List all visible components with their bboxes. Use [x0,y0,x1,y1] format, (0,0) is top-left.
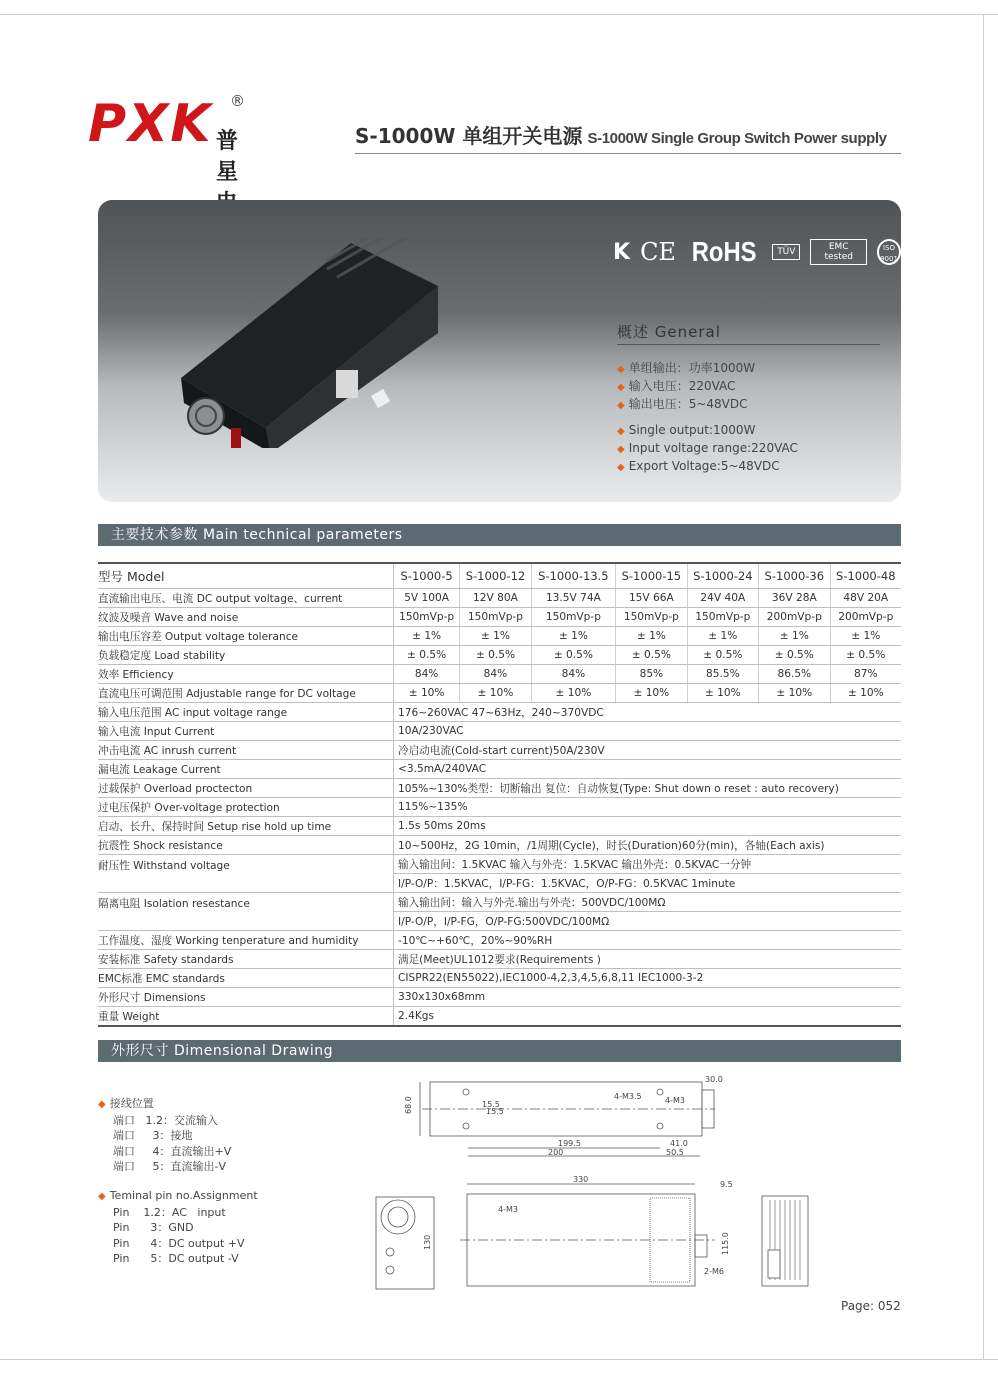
dim-label: 2-M6 [704,1267,724,1276]
table-cell: ± 1% [759,627,830,646]
table-cell: 5V 100A [394,589,460,608]
emc-mark: EMC tested [810,239,867,265]
pin-row: Pin 3：GND [113,1221,194,1234]
logo-mark: PXK [88,94,213,154]
table-cell: ± 1% [394,627,460,646]
table-cell: I/P-O/P：1.5KVAC，I/P-FG：1.5KVAC，O/P-FG：0.5KVAC 1minute [394,874,902,893]
table-cell: ± 10% [687,684,758,703]
table-cell: 150mVp-p [687,608,758,627]
table-row [98,665,901,684]
dim-label: 200 [548,1148,564,1157]
rohs-mark: RoHS [691,236,757,267]
table-row [98,969,901,988]
table-cell: 105%~130%类型：切断输出 复位：自动恢复(Type: Shut down o reset : auto recovery) [394,779,902,798]
table-row [98,684,901,703]
table-cell: 84% [394,665,460,684]
dim-label: 30.0 [705,1075,723,1084]
table-cell: 36V 28A [759,589,830,608]
header-label: 型号 Model [98,563,394,589]
table-cell: ± 10% [394,684,460,703]
row-label: 工作温度、湿度 Working tenperature and humidity [98,931,394,950]
table-cell: 24V 40A [687,589,758,608]
row-label: 抗震性 Shock resistance [98,836,394,855]
table-cell: -10℃~+60℃，20%~90%RH [394,931,902,950]
table-row [98,589,901,608]
table-cell: 200mVp-p [759,608,830,627]
row-label: 纹波及噪音 Wave and noise [98,608,394,627]
model-cell: S-1000-13.5 [531,563,615,589]
pin-assignment-en [98,1188,258,1267]
dim-label: 4-M3.5 [614,1092,642,1101]
table-row [98,798,901,817]
table-cell: CISPR22(EN55022),IEC1000-4,2,3,4,5,6,8,11 IEC1000-3-2 [394,969,902,988]
table-cell: 84% [460,665,531,684]
table-row [98,627,901,646]
row-label: 隔离电阻 Isolation resestance [98,893,394,931]
dim-label: 41.0 [670,1139,688,1148]
pins-en-heading: ◆ Teminal pin no.Assignment [98,1188,258,1205]
pins-cn-heading: ◆ 接线位置 [98,1096,231,1113]
model-cell: S-1000-24 [687,563,758,589]
pin-assignment-cn [98,1096,231,1175]
row-label: 输入电压范围 AC input voltage range [98,703,394,722]
page-frame-top [0,14,998,15]
dim-label: 68.0 [404,1096,413,1114]
pin-row: 端口 3：接地 [113,1129,193,1142]
table-cell: 输入输出间：1.5KVAC 输入与外壳：1.5KVAC 输出外壳：0.5KVAC一分钟 [394,855,902,874]
table-header-row [98,563,901,589]
table-cell: 2.4Kgs [394,1007,902,1027]
table-row [98,950,901,969]
title-cn: S-1000W 单组开关电源 [355,124,583,148]
table-cell: 150mVp-p [460,608,531,627]
table-cell: 85% [616,665,687,684]
table-cell: ± 0.5% [759,646,830,665]
dim-label: 4-M3 [665,1096,685,1105]
table-cell: ± 1% [687,627,758,646]
section-bar-dimension: 外形尺寸 Dimensional Drawing [98,1040,901,1062]
power-supply-image [176,238,466,448]
table-cell: 13.5V 74A [531,589,615,608]
table-cell: ± 1% [616,627,687,646]
dimensional-drawing [370,1070,830,1300]
table-row [98,608,901,627]
row-label: EMC标准 EMC standards [98,969,394,988]
fan-hub [388,1207,408,1227]
table-row [98,817,901,836]
tuv-mark: TÜV [772,244,800,260]
fan-icon [381,1200,415,1234]
brand-logo [88,92,245,185]
table-cell: ± 1% [531,627,615,646]
table-cell: 10~500Hz，2G 10min，/1周期(Cycle)，时长(Duration)60分(min)，各轴(Each axis) [394,836,902,855]
page-frame-right [983,14,984,1360]
dim-label: 15.5 [482,1100,500,1109]
pin-row: 端口 4：直流输出+V [113,1144,232,1158]
kc-mark: K [613,239,631,265]
dim-label: 199.5 [558,1139,581,1148]
row-label: 负载稳定度 Load stability [98,646,394,665]
general-item: ◆ Export Voltage:5~48VDC [617,458,798,476]
brand-name: 普星 [216,129,240,185]
table-cell: ± 10% [531,684,615,703]
model-cell: S-1000-36 [759,563,830,589]
page-frame-bottom [0,1359,998,1360]
table-row [98,855,901,874]
hole [463,1123,469,1129]
front-terminal [695,1235,707,1257]
dim-label: 50.5 [666,1148,684,1157]
pin-row: 端口 5：直流输出-V [113,1160,226,1173]
dim-label: 9.5 [720,1180,733,1189]
model-cell: S-1000-5 [394,563,460,589]
hole [463,1089,469,1095]
row-label: 直流电压可调范围 Adjustable range for DC voltage [98,684,394,703]
table-cell: 10A/230VAC [394,722,902,741]
table-row [98,779,901,798]
table-cell: ± 10% [830,684,901,703]
table-cell: 满足(Meet)UL1012要求(Requirements ) [394,950,902,969]
pin-row: Pin 4：DC output +V [113,1236,245,1250]
dim-label: 130 [423,1234,432,1250]
general-heading: 概述 General [617,321,880,345]
table-cell: ± 0.5% [460,646,531,665]
table-cell: 1.5s 50ms 20ms [394,817,902,836]
registered-mark: ® [230,92,245,110]
table-cell: 200mVp-p [830,608,901,627]
table-cell: ± 0.5% [394,646,460,665]
table-row [98,646,901,665]
dim-label: 330 [573,1175,589,1184]
row-label: 输出电压容差 Output voltage tolerance [98,627,394,646]
ce-mark: CE [640,238,676,266]
table-row [98,893,901,912]
title-en: S-1000W Single Group Switch Power supply [587,130,887,147]
page-title [355,120,901,154]
table-cell: ± 10% [616,684,687,703]
table-row [98,760,901,779]
row-label: 过电压保护 Over-voltage protection [98,798,394,817]
table-cell: 冷启动电流(Cold-start current)50A/230V [394,741,902,760]
table-row [98,703,901,722]
table-row [98,836,901,855]
general-item: ◆ 单组输出：功率1000W [617,360,798,378]
table-cell: 输入输出间：输入与外壳.输出与外壳：500VDC/100MΩ [394,893,902,912]
table-cell: 150mVp-p [531,608,615,627]
side-connector [768,1250,780,1278]
dim-label: 4-M3 [498,1205,518,1214]
table-cell: ± 0.5% [830,646,901,665]
row-label: 耐压性 Withstand voltage [98,855,394,893]
table-cell: ± 1% [830,627,901,646]
table-cell: 150mVp-p [616,608,687,627]
table-cell: 15V 66A [616,589,687,608]
table-cell: 330x130x68mm [394,988,902,1007]
table-cell: 86.5% [759,665,830,684]
section-bar-params: 主要技术参数 Main technical parameters [98,524,901,546]
table-cell: 12V 80A [460,589,531,608]
table-cell: 150mVp-p [394,608,460,627]
model-cell: S-1000-15 [616,563,687,589]
general-item: ◆ 输入电压：220VAC [617,378,798,396]
row-label: 过载保护 Overload proctecton [98,779,394,798]
pin-row: Pin 5：DC output -V [113,1252,239,1265]
pin-row: Pin 1.2：AC input [113,1205,226,1219]
table-row [98,741,901,760]
row-label: 效率 Efficiency [98,665,394,684]
general-item: ◆ Input voltage range:220VAC [617,440,798,458]
row-label: 输入电流 Input Current [98,722,394,741]
table-cell: ± 10% [460,684,531,703]
table-cell: ± 0.5% [616,646,687,665]
model-cell: S-1000-48 [830,563,901,589]
table-cell: ± 0.5% [687,646,758,665]
row-label: 安装标准 Safety standards [98,950,394,969]
dim-label: 115.0 [721,1232,730,1255]
pin-row: 端口 1.2：交流输入 [113,1113,218,1127]
spec-table [98,562,901,1027]
table-cell: ± 10% [759,684,830,703]
model-cell: S-1000-12 [460,563,531,589]
table-row [98,931,901,950]
table-cell: 87% [830,665,901,684]
hole [657,1123,663,1129]
table-cell: 84% [531,665,615,684]
row-label: 启动、长升、保持时间 Setup rise hold up time [98,817,394,836]
general-item: ◆ Single output:1000W [617,422,798,440]
general-list [617,360,798,476]
table-row [98,988,901,1007]
table-cell: 85.5% [687,665,758,684]
page-number: Page: 052 [841,1299,901,1313]
terminal-icon [386,1266,394,1274]
table-cell: 115%~135% [394,798,902,817]
table-cell: ± 0.5% [531,646,615,665]
terminal-icon [386,1248,394,1256]
table-cell: I/P-O/P，I/P-FG，O/P-FG:500VDC/100MΩ [394,912,902,931]
row-label: 重量 Weight [98,1007,394,1027]
certifications [613,236,901,268]
row-label: 冲击电流 AC inrush current [98,741,394,760]
row-label: 直流输出电压、电流 DC output voltage、current [98,589,394,608]
dim-label: 15.5 [486,1107,504,1116]
general-item: ◆ 输出电压：5~48VDC [617,396,798,414]
table-cell: 176~260VAC 47~63Hz，240~370VDC [394,703,902,722]
iso-mark: ISO 9001 [877,239,901,265]
table-row [98,1007,901,1027]
table-row [98,722,901,741]
hero-banner [98,200,901,502]
row-label: 外形尺寸 Dimensions [98,988,394,1007]
row-label: 漏电流 Leakage Current [98,760,394,779]
table-cell: <3.5mA/240VAC [394,760,902,779]
hole [657,1089,663,1095]
table-cell: ± 1% [460,627,531,646]
table-cell: 48V 20A [830,589,901,608]
